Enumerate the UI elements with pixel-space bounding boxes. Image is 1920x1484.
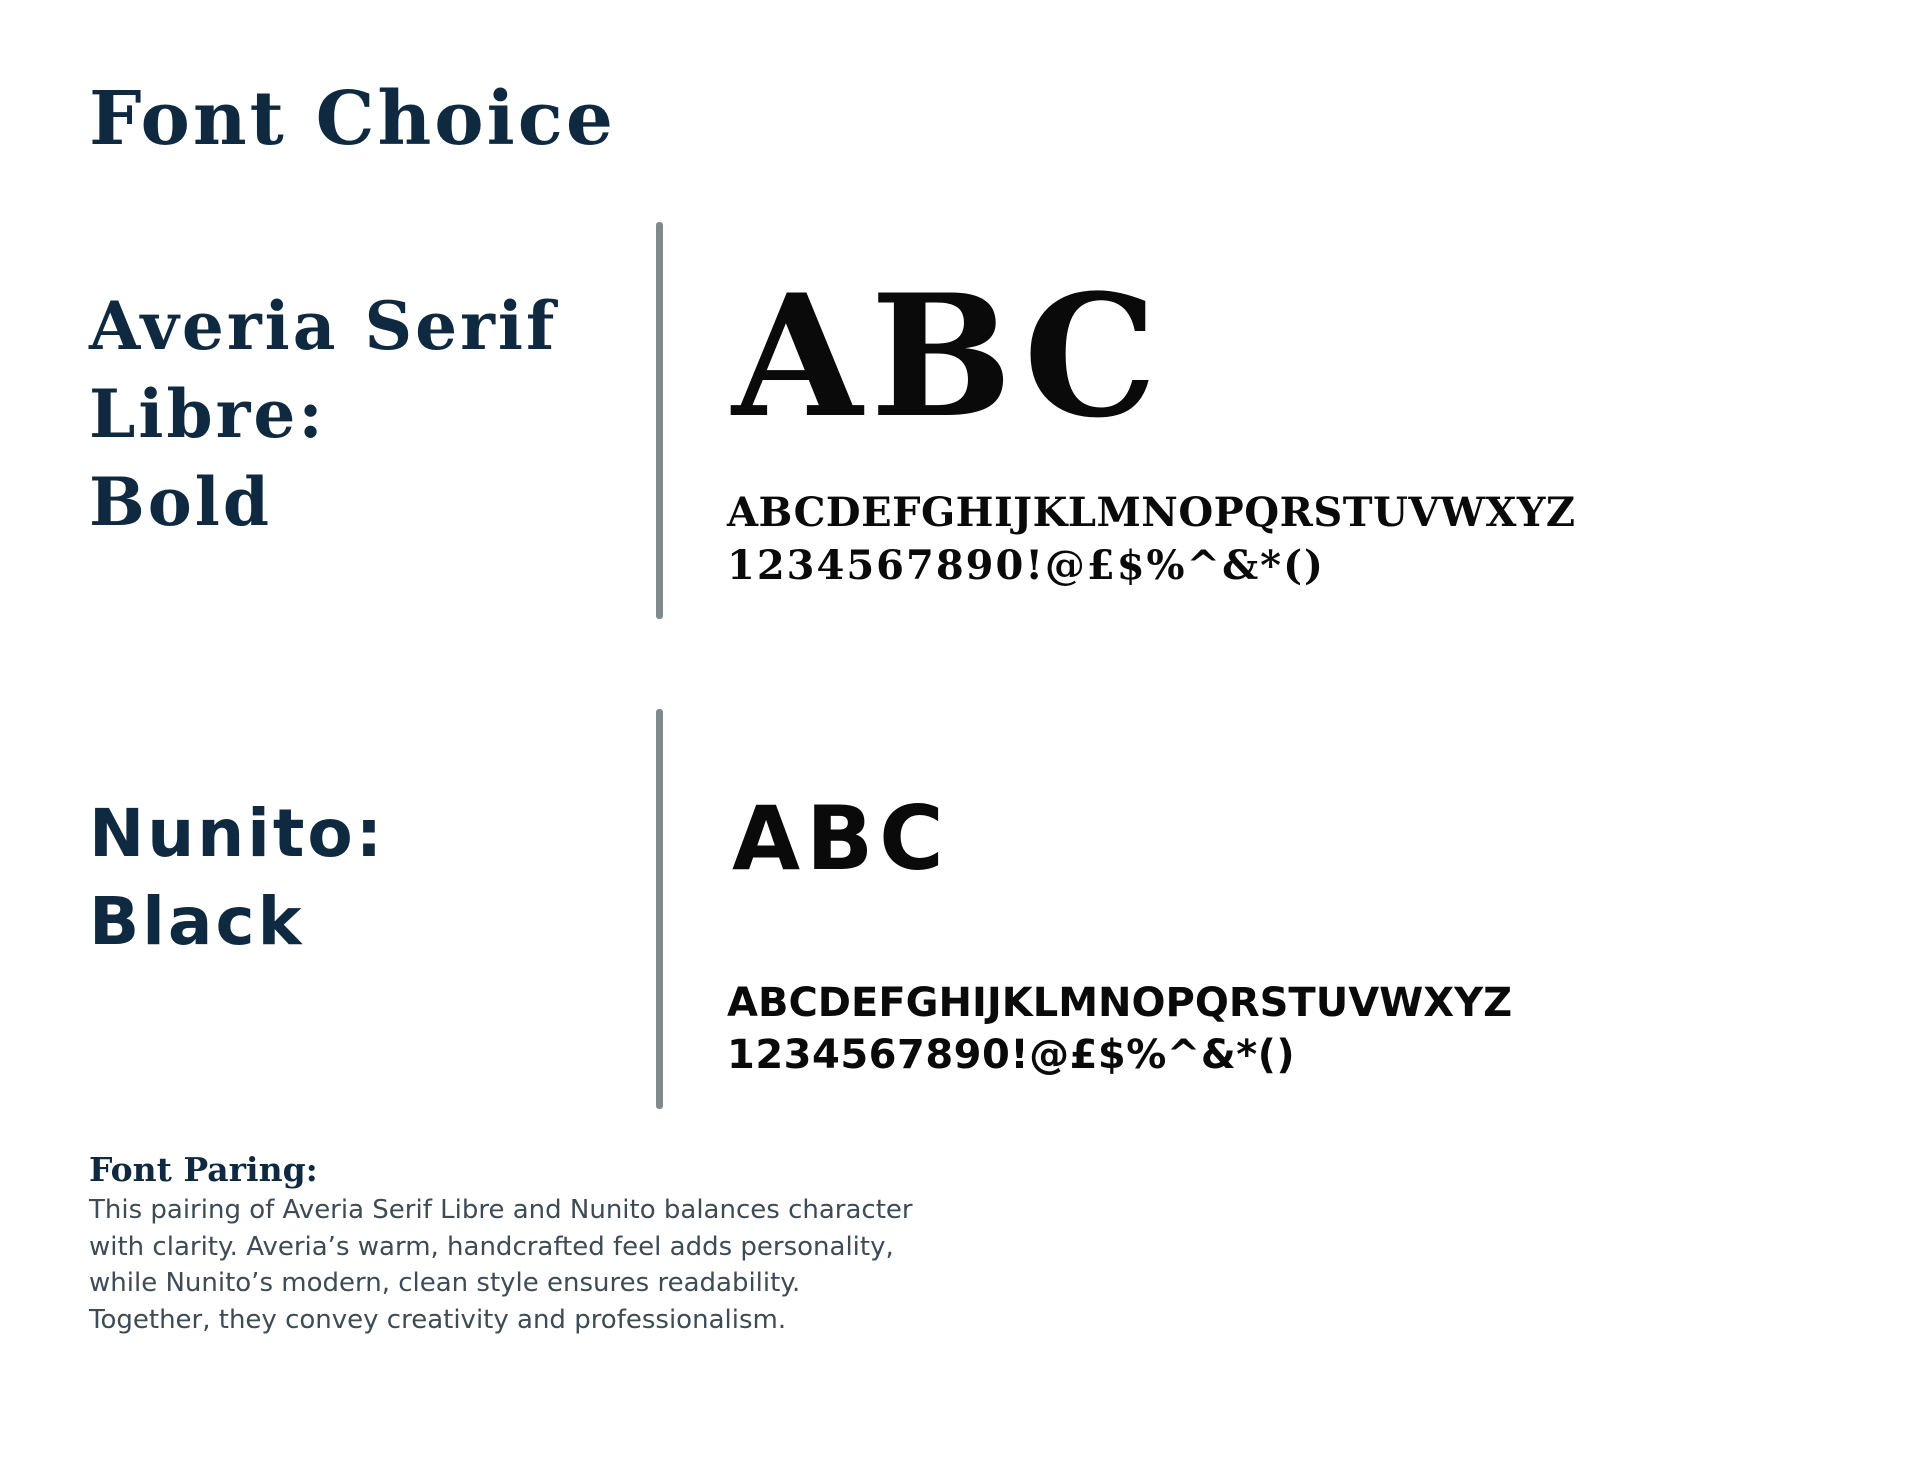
sans-sample-abc: ABC bbox=[732, 787, 950, 890]
serif-sample-numerals: 1234567890!@£$%^&*() bbox=[727, 542, 1325, 589]
sans-sample-alphabet: ABCDEFGHIJKLMNOPQRSTUVWXYZ bbox=[727, 980, 1513, 1026]
pairing-description-line: while Nunito’s modern, clean style ensures readability. bbox=[89, 1268, 801, 1298]
divider bbox=[656, 222, 663, 619]
pairing-description-line: with clarity. Averia’s warm, handcrafted feel adds personality, bbox=[89, 1231, 894, 1262]
font-name-nunito bbox=[89, 790, 385, 966]
pairing-description-line: This pairing of Averia Serif Libre and Nunito balances character bbox=[89, 1195, 913, 1225]
serif-sample-abc: ABC bbox=[732, 257, 1166, 455]
font-name-averia-serif-libre bbox=[89, 282, 557, 546]
font-name-line: Nunito: bbox=[89, 795, 386, 872]
divider bbox=[656, 709, 663, 1109]
sans-sample-numerals: 1234567890!@£$%^&*() bbox=[727, 1032, 1296, 1078]
page-title: Font Choice bbox=[89, 76, 616, 162]
font-name-line: Bold bbox=[89, 463, 273, 541]
pairing-description bbox=[89, 1192, 913, 1338]
pairing-description-line: Together, they convey creativity and professionalism. bbox=[89, 1304, 787, 1335]
pairing-heading: Font Paring: bbox=[89, 1150, 318, 1189]
font-name-line: Averia Serif bbox=[89, 287, 558, 365]
font-name-line: Libre: bbox=[89, 375, 326, 453]
font-name-line: Black bbox=[89, 883, 305, 960]
serif-sample-alphabet: ABCDEFGHIJKLMNOPQRSTUVWXYZ bbox=[727, 489, 1576, 536]
